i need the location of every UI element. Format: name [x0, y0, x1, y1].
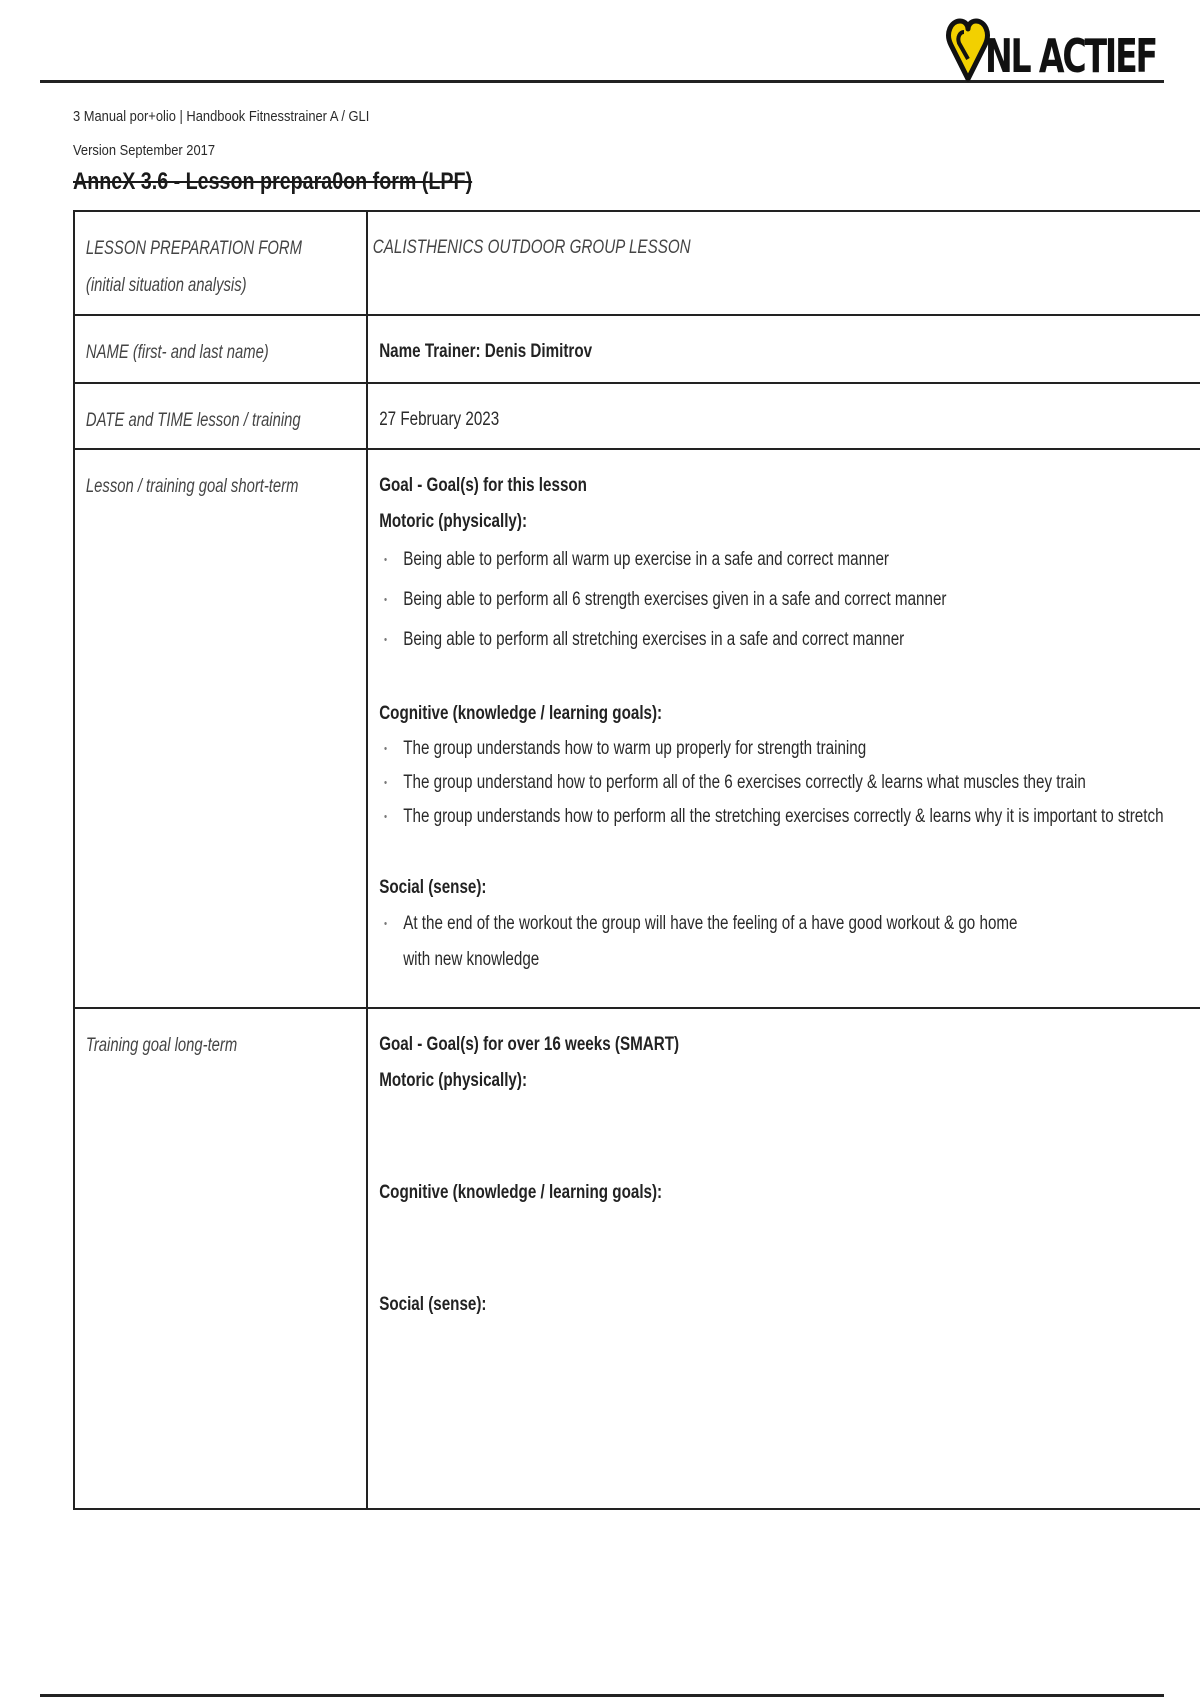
lesson-preparation-form-table — [73, 210, 1200, 1510]
list-item: • The group understands how to warm up properly for strength training — [379, 732, 1163, 766]
date-value: 27 February 2023 — [379, 409, 500, 430]
form-label-cell — [74, 211, 367, 315]
list-item-continuation: with new knowledge — [403, 949, 540, 970]
form-type-label: LESSON PREPARATION FORM — [85, 238, 302, 259]
lesson-type-value: CALISTHENICS OUTDOOR GROUP LESSON — [372, 237, 691, 258]
date-label: DATE and TIME lesson / training — [85, 410, 301, 431]
form-value-cell — [367, 315, 1200, 383]
short-term-goal-label: Lesson / training goal short-term — [85, 476, 299, 497]
logo-text: NL ACTIEF — [985, 29, 1157, 83]
list-item: • The group understands how to perform all the stretching exercises correctly & learns why it is important to stretch — [379, 800, 1163, 834]
document-meta — [73, 100, 369, 168]
table-row — [74, 211, 1200, 315]
version-line: Version September 2017 — [73, 142, 216, 159]
form-value-cell — [367, 383, 1200, 449]
form-value-cell — [367, 1008, 1200, 1509]
cognitive-heading: Cognitive (knowledge / learning goals): — [379, 703, 663, 724]
motoric-heading: Motoric (physically): — [379, 1070, 527, 1091]
form-label-cell — [74, 315, 367, 383]
motoric-heading: Motoric (physically): — [379, 511, 527, 532]
table-row — [74, 449, 1200, 1008]
name-label: NAME (first- and last name) — [85, 342, 269, 363]
social-heading: Social (sense): — [379, 1294, 487, 1315]
social-heading: Social (sense): — [379, 877, 487, 898]
short-term-goals — [368, 450, 1164, 978]
form-value-cell — [367, 449, 1200, 1008]
footer-rule — [40, 1694, 1164, 1697]
long-term-goal-label: Training goal long-term — [85, 1035, 238, 1056]
cognitive-heading: Cognitive (knowledge / learning goals): — [379, 1182, 663, 1203]
list-item: • At the end of the workout the group will have the feeling of a have good workout & go home — [379, 906, 1163, 942]
form-subtype-label: (initial situation analysis) — [85, 275, 247, 296]
form-label-cell — [74, 1008, 367, 1509]
table-row — [74, 383, 1200, 449]
page-title: AnneX 3.6 - Lesson prepara0on form (LPF) — [73, 168, 473, 195]
list-item: • Being able to perform all 6 strength exercises given in a safe and correct manner — [379, 580, 1163, 620]
table-row — [74, 315, 1200, 383]
list-item: • Being able to perform all warm up exercise in a safe and correct manner — [379, 540, 1163, 580]
trainer-name-value: Name Trainer: Denis Dimitrov — [379, 341, 593, 362]
list-item: • The group understand how to perform all of the 6 exercises correctly & learns what muscles they train — [379, 766, 1163, 800]
goal-heading: Goal - Goal(s) for this lesson — [379, 475, 587, 496]
manual-line: 3 Manual por+olio | Handbook Fitnesstrainer A / GLI — [73, 108, 370, 125]
nl-actief-logo — [945, 15, 1157, 95]
form-label-cell — [74, 449, 367, 1008]
long-term-goals — [368, 1009, 1164, 1323]
table-row — [74, 1008, 1200, 1509]
form-label-cell — [74, 383, 367, 449]
form-value-cell — [367, 211, 1200, 315]
list-item: • Being able to perform all stretching exercises in a safe and correct manner — [379, 620, 1163, 660]
goal-heading: Goal - Goal(s) for over 16 weeks (SMART) — [379, 1034, 680, 1055]
